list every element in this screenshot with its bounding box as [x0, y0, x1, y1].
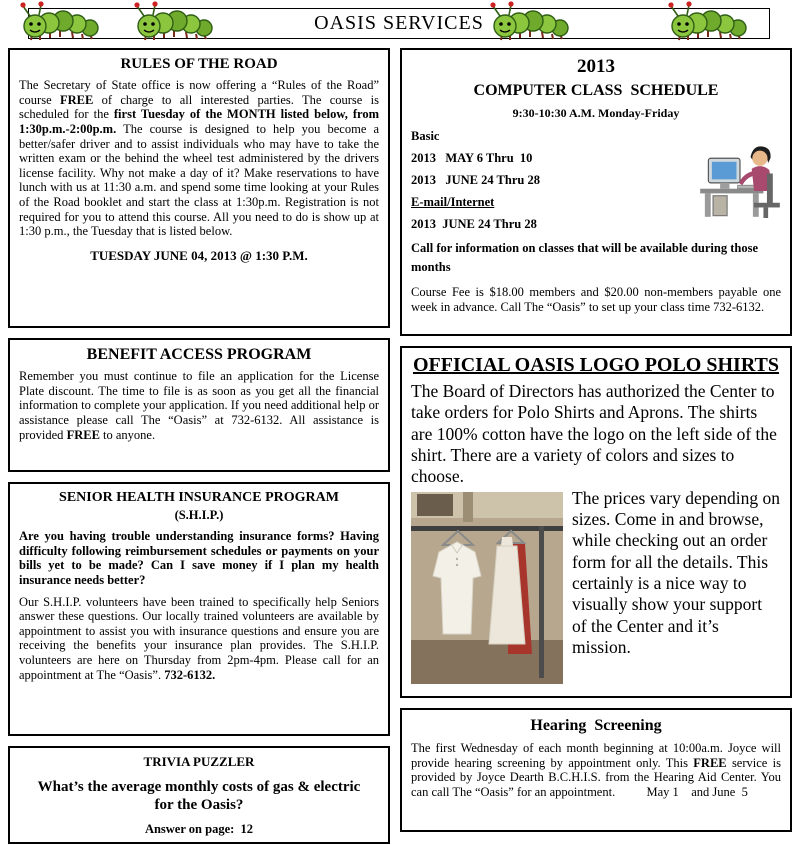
rules-title: RULES OF THE ROAD — [120, 56, 278, 72]
trivia-answer: Answer on page: 12 — [144, 822, 254, 836]
benefit-title: BENEFIT ACCESS PROGRAM — [86, 346, 312, 363]
schedule-email-label: E-mail/Internet — [411, 195, 495, 209]
polo-body-wrap: The prices vary depending on sizes. Come in and browse, while checking out an order form for all the details. This certainly is a nice way to visually show your support of the Center and it’s mission. — [572, 487, 780, 658]
rules-body: The Secretary of State office is now offering a “Rules of the Road” course FREE of charge to all interested parties. The course is scheduled for the first Tuesday of the MONTH listed below, from 1:30p.m.-2:00p.m. The course is designed to help you become a better/safer driver and to assist individuals who may have to take the written exam or the behind the wheel test administered by the drivers license facility. Why not make a day of it? Make reservations to have lunch with us at 11:30 a.m. and spend some time looking at your Rules of the Road booklet and start the class at 1:30p.m. Registration is not required for you to attend this course. All you need to do is show up at 1:30 p.m., the Tuesday that is listed below. — [19, 78, 380, 239]
caterpillar-icon — [130, 1, 214, 41]
polo-shirts-photo — [411, 492, 563, 684]
schedule-basic-label: Basic — [411, 129, 440, 143]
polo-shirts-section — [400, 346, 792, 698]
left-column — [8, 48, 390, 844]
person-at-computer-icon — [699, 133, 781, 221]
rules-of-the-road-section — [8, 48, 390, 328]
rules-date: TUESDAY JUNE 04, 2013 @ 1:30 P.M. — [90, 247, 308, 263]
computer-class-section — [400, 48, 792, 336]
ship-section — [8, 482, 390, 736]
schedule-call-info: Call for information on classes that will be available during those months — [411, 241, 759, 275]
hearing-body: The first Wednesday of each month beginning at 10:00a.m. Joyce will provide hearing screening by appointment only. This FREE service is provided by Joyce Dearth B.C.H.I.S. from the Hearing Aid Center. You can call The “Oasis” for an appointment. May 1 and June 5 — [411, 741, 781, 799]
caterpillar-icon — [16, 1, 100, 41]
polo-body-start: The Board of Directors has authorized the Center to take orders for Polo Shirts and Aprons. The shirts are 100% cotton have the logo on the left side of the shirt. There are a variety of colors and sizes to choose. — [411, 381, 777, 487]
hearing-screening-section — [400, 708, 792, 832]
computer-title: COMPUTER CLASS SCHEDULE — [473, 82, 719, 99]
computer-time: 9:30-10:30 A.M. Monday-Friday — [512, 106, 680, 120]
schedule-date: 2013 JUNE 24 Thru 28 — [411, 217, 537, 231]
computer-fee: Course Fee is $18.00 members and $20.00 non-members payable one week in advance. Call The “Oasis” to set up your class time 732-6132. — [411, 284, 781, 314]
benefit-access-section — [8, 338, 390, 472]
schedule-date: 2013 JUNE 24 Thru 28 — [411, 173, 540, 187]
schedule-date: 2013 MAY 6 Thru 10 — [411, 151, 533, 165]
computer-year: 2013 — [577, 56, 615, 77]
ship-title: SENIOR HEALTH INSURANCE PROGRAM — [59, 490, 339, 505]
hearing-title: Hearing Screening — [530, 717, 662, 734]
ship-question: Are you having trouble understanding insurance forms? Having difficulty following reimbursement schedules or payments on your bills yet to be made? Can I save money if I plan my health insurance needs better? — [19, 529, 379, 587]
caterpillar-icon — [486, 1, 570, 41]
polo-body-wrap-row — [411, 488, 781, 659]
page-title: OASIS SERVICES — [314, 12, 484, 34]
right-column — [400, 48, 792, 832]
benefit-body: Remember you must continue to file an application for the License Plate discount. The time to file is as soon as you get all the financial information to complete your application. If you need additional help or assistance please call The “Oasis” at 732-6132. All assistance is provided FREE to anyone. — [19, 369, 379, 442]
computer-schedule — [411, 129, 781, 278]
ship-subtitle: (S.H.I.P.) — [174, 508, 224, 522]
trivia-title: TRIVIA PUZZLER — [143, 754, 255, 769]
caterpillar-icon — [664, 1, 748, 41]
ship-body: Our S.H.I.P. volunteers have been trained to specifically help Seniors answer these questions. Our locally trained volunteers are available by appointment to assist you with insurance questions and ensure you are receiving the benefits your insurance plan provides. The S.H.I.P. volunteers are here on Thursday from 2pm-4pm. Please call for an appointment at The “Oasis”. 732-6132. — [19, 594, 379, 682]
trivia-question: What’s the average monthly costs of gas & electric for the Oasis? — [37, 779, 361, 813]
trivia-section — [8, 746, 390, 844]
polo-title: OFFICIAL OASIS LOGO POLO SHIRTS — [412, 354, 780, 376]
